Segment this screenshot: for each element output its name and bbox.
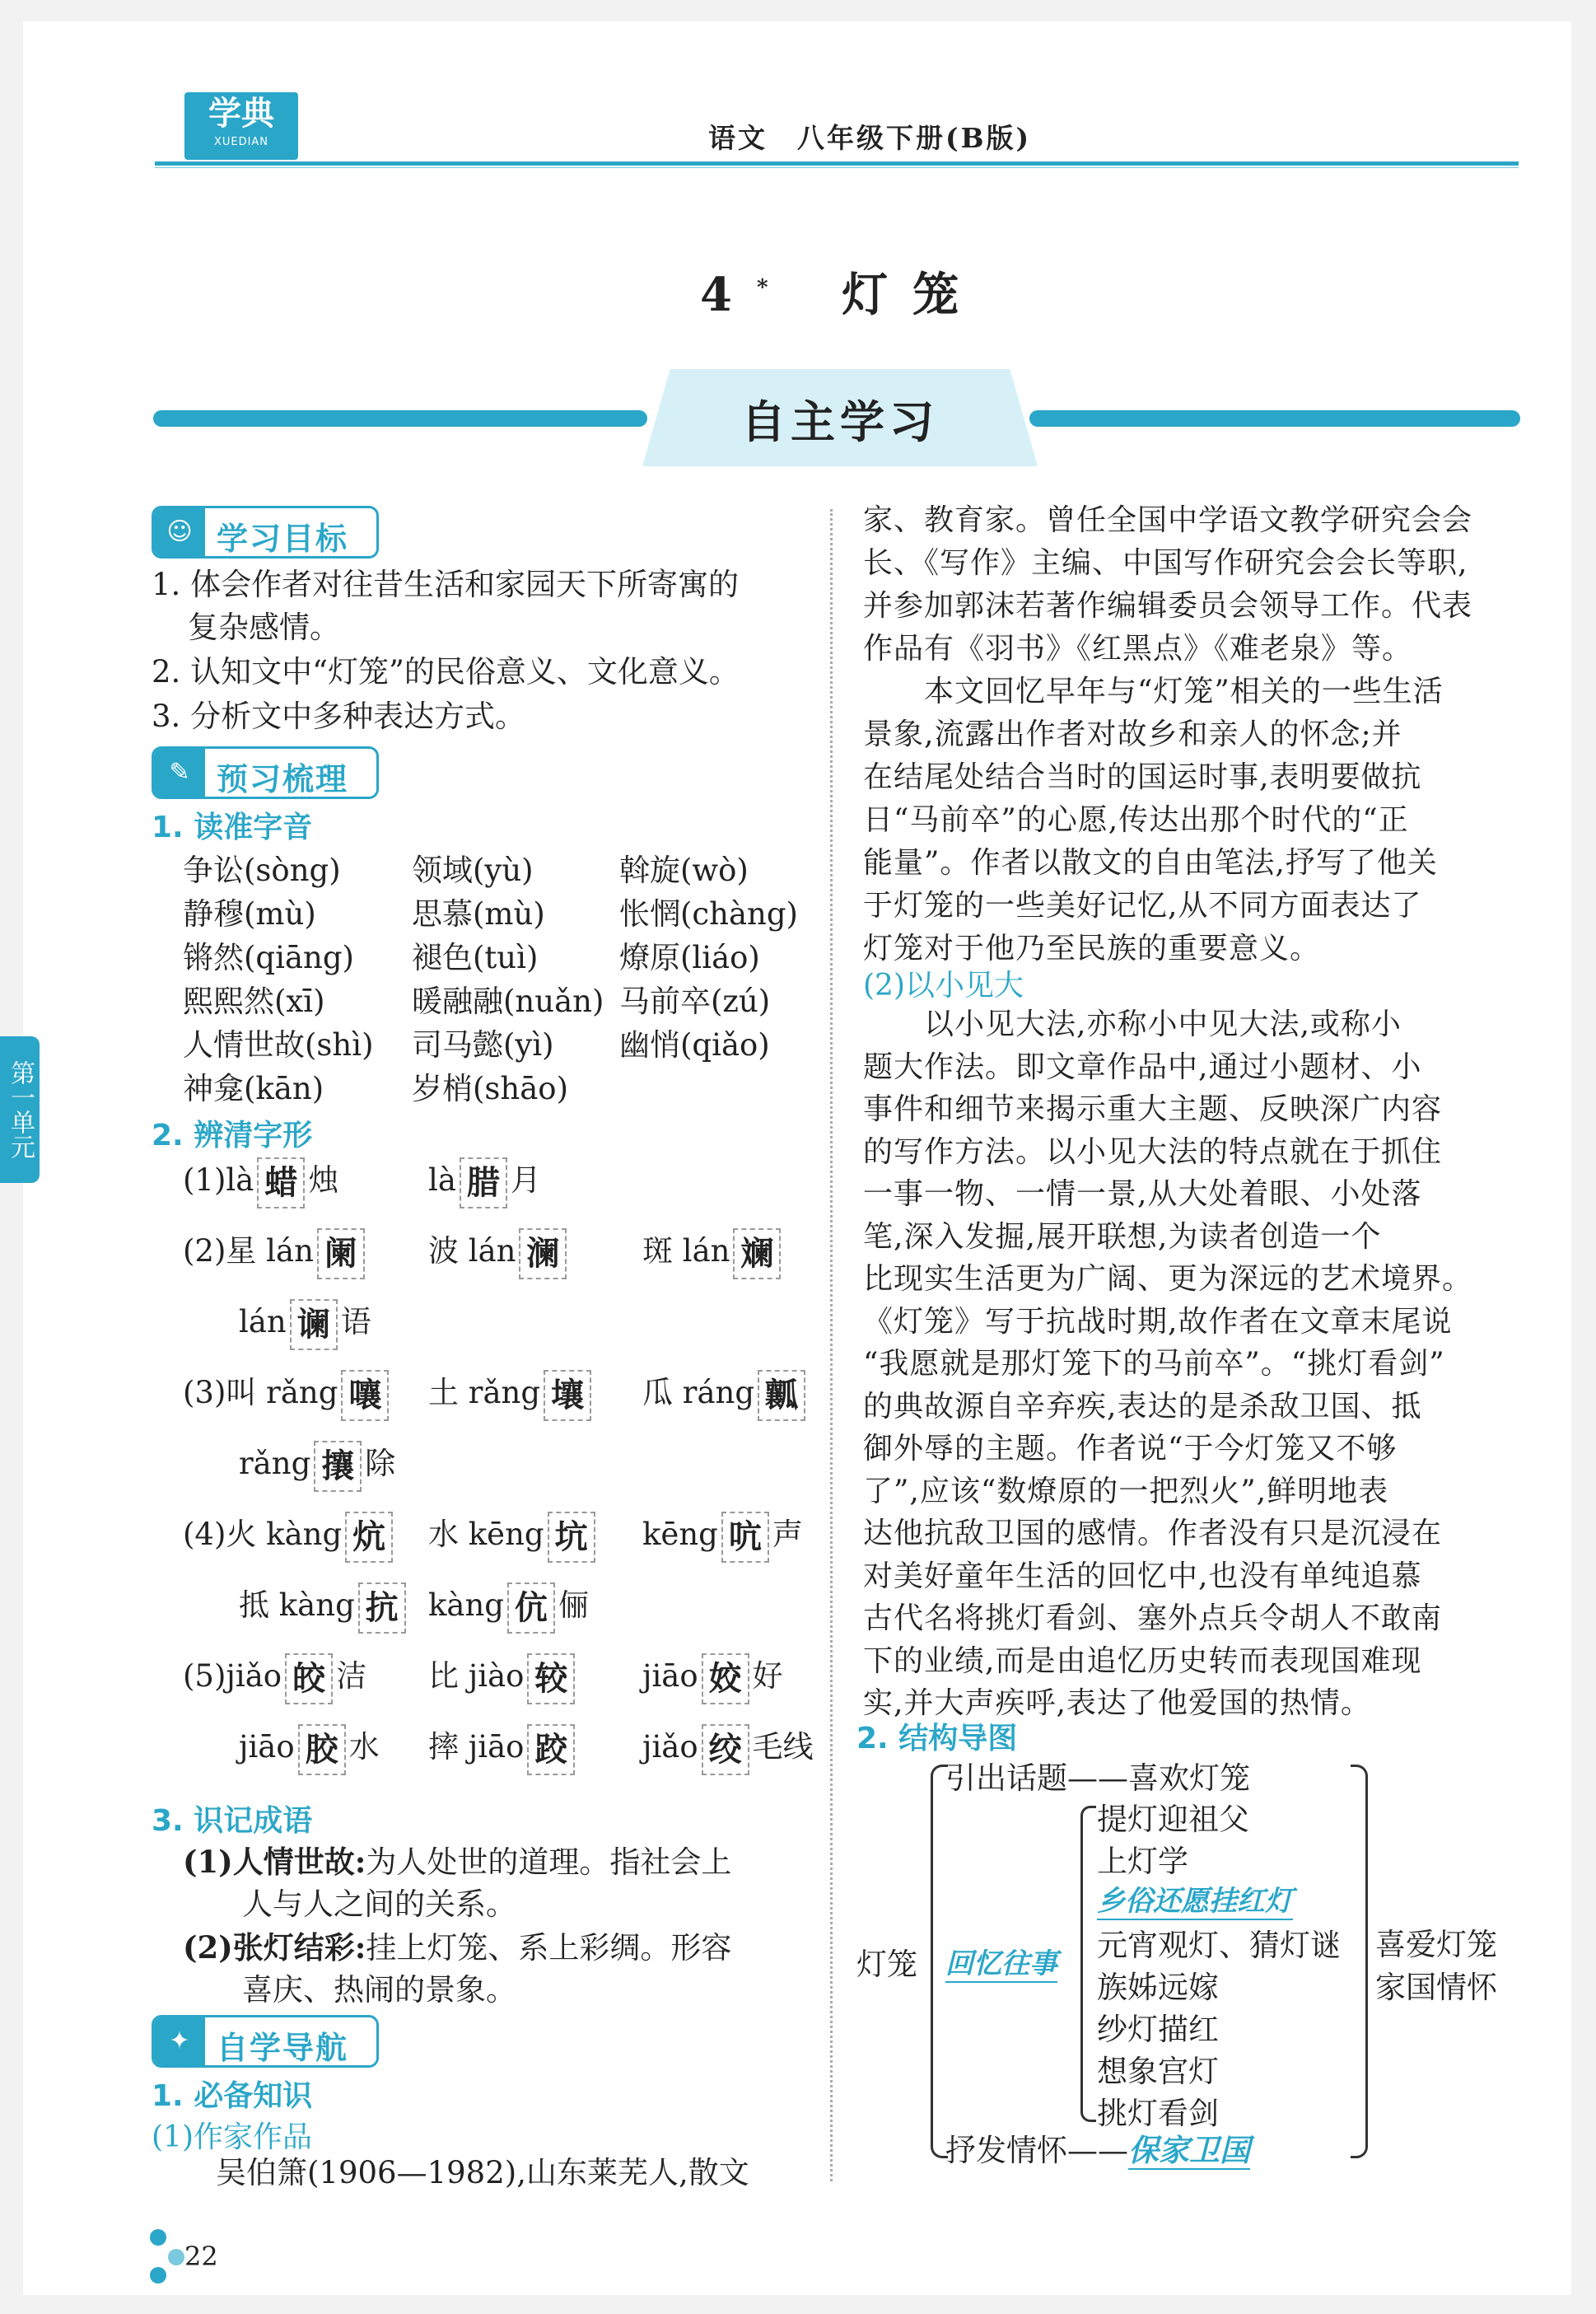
glyph-pinyin: 水 kēng — [428, 1517, 544, 1552]
glyph-box: 伉 — [507, 1582, 555, 1634]
idiom-heading: 3. 识记成语 — [152, 1804, 313, 1838]
paragraph-line: 的写作方法。以小见大法的特点就在于抓住 — [863, 1134, 1443, 1169]
glyph-suffix: 洁 — [336, 1658, 367, 1694]
lesson-title — [700, 259, 983, 325]
knowledge-heading: 1. 必备知识 — [152, 2079, 313, 2113]
glyph-box: 蜡 — [257, 1157, 305, 1208]
pinyin-item: 锵然(qiāng) — [183, 940, 354, 975]
structure-intro: 引出话题——喜欢灯笼 — [945, 1760, 1250, 1796]
header-rule-thin — [155, 167, 1519, 168]
glyph-box: 澜 — [519, 1228, 567, 1279]
glyph-item — [428, 1722, 578, 1775]
pencil-icon: ✎ — [154, 749, 205, 797]
idiom-2-def: 挂上灯笼、系上彩绸。形容 — [366, 1930, 732, 1966]
paragraph-line: 一事一物、一情一景,从大处着眼、小处落 — [863, 1177, 1422, 1211]
structure-item: 乡俗还愿挂红灯 — [1097, 1878, 1293, 1920]
structure-end-prefix: 抒发情怀—— — [945, 2133, 1128, 2168]
glyph-box: 嚷 — [341, 1370, 389, 1421]
glyph-item — [239, 1580, 409, 1634]
paragraph-line: 古代名将挑灯看剑、塞外点兵令胡人不敢南 — [863, 1601, 1443, 1635]
guide-tag-label: 自学导航 — [217, 2030, 349, 2066]
inner-brace — [1080, 1806, 1096, 2122]
structure-item: 想象宫灯 — [1097, 2054, 1219, 2089]
preview-tag — [152, 746, 379, 799]
person-icon: ☺ — [154, 508, 205, 556]
structure-item: 提灯迎祖父 — [1097, 1802, 1249, 1837]
glyph-item — [183, 1509, 396, 1563]
goal-2: 2. 认知文中“灯笼”的民俗意义、文化意义。 — [152, 654, 740, 690]
paragraph-line: 实,并大声疾呼,表达了他爱国的热情。 — [863, 1686, 1371, 1720]
pinyin-item: 神龛(kān) — [183, 1071, 324, 1106]
idiom-2 — [183, 1926, 731, 1970]
glyph-item — [642, 1509, 803, 1563]
goal-3: 3. 分析文中多种表达方式。 — [152, 699, 526, 734]
glyph-item — [642, 1651, 783, 1704]
paragraph-line: 能量”。作者以散文的自由笔法,抒写了他关 — [863, 846, 1438, 880]
paragraph-line: 比现实生活更为广阔、更为深远的艺术境界。 — [863, 1262, 1473, 1296]
paragraph-line: 在结尾处结合当时的国运时事,表明要做抗 — [863, 760, 1422, 794]
glyph-pinyin: (4)火 kàng — [183, 1517, 343, 1552]
banner-line-right — [1029, 410, 1520, 427]
pinyin-item: 熙熙然(xī) — [183, 984, 325, 1019]
unit-side-tab: 第一单元 — [0, 1036, 40, 1183]
idiom-2-def-cont: 喜庆、热闹的景象。 — [242, 1972, 516, 2008]
paragraph-line: 了”,应该“数燎原的一把烈火”,鲜明地表 — [863, 1474, 1389, 1508]
glyph-box: 谰 — [290, 1299, 338, 1350]
glyph-item — [183, 1367, 392, 1421]
pinyin-item: 马前卒(zú) — [619, 984, 771, 1019]
paragraph-line: 本文回忆早年与“灯笼”相关的一些生活 — [863, 675, 1444, 708]
structure-end — [945, 2125, 1250, 2170]
paragraph-line: “我愿就是那灯笼下的马前卒”。“挑灯看剑” — [863, 1347, 1445, 1381]
subsection-heading: (2)以小见大 — [863, 969, 1024, 1003]
idiom-1 — [183, 1840, 731, 1884]
right-brace — [1351, 1765, 1368, 2158]
idiom-1-def-cont: 人与人之间的关系。 — [242, 1886, 516, 1922]
glyph-box: 阑 — [317, 1228, 365, 1279]
glyph-item — [428, 1155, 541, 1208]
glyph-pinyin: (5)jiǎo — [183, 1658, 282, 1694]
paragraph-line: 对美好童年生活的回忆中,也没有单纯追慕 — [863, 1559, 1422, 1593]
lesson-number: 4 — [700, 268, 757, 322]
glyph-pinyin: jiāo — [239, 1729, 295, 1765]
goals-tag-label: 学习目标 — [217, 521, 349, 557]
logo-title: 学典 — [208, 94, 274, 133]
paragraph-line: 题大作法。即文章作品中,通过小题材、小 — [863, 1049, 1422, 1084]
goal-1: 1. 体会作者对往昔生活和家园天下所寄寓的 — [152, 567, 740, 602]
glyph-item — [642, 1367, 809, 1421]
glyph-suffix: 声 — [772, 1517, 803, 1552]
glyph-suffix: 水 — [348, 1729, 380, 1765]
pinyin-item: 岁梢(shāo) — [412, 1071, 569, 1106]
glyph-box: 瓤 — [758, 1370, 805, 1421]
glyph-box: 较 — [527, 1653, 575, 1704]
paragraph-line: 作品有《羽书》《红黑点》《难老泉》等。 — [863, 632, 1413, 666]
paragraph-line: 的典故源自辛弃疾,表达的是杀敌卫国、抵 — [863, 1389, 1422, 1423]
glyph-box: 斓 — [733, 1228, 781, 1279]
paragraph-line: 家、教育家。曾任全国中学语文教学研究会会 — [863, 503, 1473, 537]
author-works-heading: (1)作家作品 — [152, 2120, 312, 2154]
lesson-mark: * — [756, 275, 768, 301]
idiom-1-term: (1)人情世故: — [183, 1844, 366, 1880]
pinyin-item: 争讼(sòng) — [183, 853, 341, 888]
glyph-pinyin: lán — [239, 1304, 287, 1339]
publisher-logo — [184, 92, 298, 160]
goal-1-cont: 复杂感情。 — [188, 610, 340, 645]
glyph-item — [239, 1297, 371, 1350]
glyph-item — [183, 1226, 368, 1279]
idiom-2-term: (2)张灯结彩: — [183, 1929, 366, 1966]
glyph-item — [428, 1651, 578, 1704]
glyph-pinyin: 比 jiào — [428, 1658, 525, 1694]
structure-end-answer: 保家卫国 — [1128, 2132, 1250, 2168]
decor-dot — [150, 2229, 166, 2246]
paragraph-line: 于灯笼的一些美好记忆,从不同方面表达了 — [863, 889, 1422, 923]
decor-dot — [150, 2267, 166, 2284]
paragraph-line: 事件和细节来揭示重大主题、反映深广内容 — [863, 1092, 1443, 1126]
glyph-item — [428, 1226, 570, 1279]
column-divider — [830, 509, 833, 2181]
glyph-pinyin: rǎng — [239, 1446, 311, 1481]
pinyin-item: 司马懿(yì) — [412, 1027, 554, 1063]
glyph-suffix: 俪 — [558, 1587, 589, 1623]
glyph-pinyin: kàng — [428, 1587, 504, 1623]
structure-result-1: 喜爱灯笼 — [1375, 1927, 1497, 1962]
paragraph-line: 《灯笼》写于抗战时期,故作者在文章末尾说 — [863, 1304, 1453, 1339]
goals-tag — [152, 506, 379, 559]
glyph-item — [428, 1367, 595, 1421]
paragraph-line: 笔,深入发掘,展开联想,为读者创造一个 — [863, 1219, 1382, 1254]
glyph-item — [183, 1651, 366, 1704]
paragraph-line: 景象,流露出作者对故乡和亲人的怀念;并 — [863, 718, 1402, 751]
pinyin-item: 静穆(mù) — [183, 896, 316, 932]
glyph-box: 跤 — [527, 1724, 575, 1775]
pinyin-item: 人情世故(shì) — [183, 1027, 374, 1063]
structure-root: 灯笼 — [856, 1947, 917, 1982]
glyph-item — [239, 1722, 380, 1775]
glyph-item — [642, 1226, 784, 1279]
structure-heading: 2. 结构导图 — [856, 1722, 1018, 1755]
glyph-pinyin: (2)星 lán — [183, 1233, 314, 1269]
banner-line-left — [153, 410, 647, 427]
paragraph-line: 长、《写作》主编、中国写作研究会会长等职, — [863, 546, 1468, 580]
glyph-pinyin: 土 rǎng — [428, 1375, 541, 1410]
glyph-item — [428, 1580, 589, 1634]
glyph-box: 姣 — [702, 1653, 749, 1704]
idiom-1-def: 为人处世的道理。指社会上 — [366, 1844, 732, 1880]
structure-item: 纱灯描红 — [1097, 2012, 1219, 2047]
glyph-pinyin: jiāo — [642, 1658, 698, 1694]
glyph-box: 抗 — [358, 1582, 406, 1634]
structure-item: 上灯学 — [1097, 1844, 1188, 1879]
paragraph-line: 日“马前卒”的心愿,传达出那个时代的“正 — [863, 803, 1409, 837]
structure-result-2: 家国情怀 — [1375, 1970, 1497, 2005]
pinyin-heading: 1. 读准字音 — [152, 811, 313, 844]
pinyin-item: 斡旋(wò) — [619, 853, 749, 888]
glyph-pinyin: (3)叫 rǎng — [183, 1375, 338, 1410]
glyph-suffix: 除 — [365, 1446, 396, 1481]
glyph-box: 炕 — [345, 1512, 393, 1563]
page-number: 22 — [184, 2241, 218, 2272]
paragraph-line: 以小见大法,亦称小中见大法,或称小 — [863, 1007, 1402, 1041]
glyph-pinyin: là — [428, 1162, 456, 1198]
structure-item: 元宵观灯、猜灯谜 — [1097, 1928, 1341, 1963]
pinyin-item: 领域(yù) — [412, 853, 534, 888]
structure-item: 族姊远嫁 — [1097, 1970, 1219, 2005]
structure-middle-label: 回忆往事 — [945, 1941, 1057, 1983]
section-banner: 自主学习 — [741, 396, 939, 448]
glyph-box: 吭 — [721, 1512, 769, 1563]
pinyin-item: 怅惘(chàng) — [619, 896, 798, 932]
header-rule — [155, 161, 1519, 166]
telescope-icon: ✦ — [154, 2017, 205, 2065]
glyph-heading: 2. 辨清字形 — [152, 1119, 313, 1152]
glyph-item — [183, 1155, 338, 1208]
glyph-pinyin: 摔 jiāo — [428, 1729, 525, 1765]
glyph-box: 绞 — [702, 1724, 749, 1775]
glyph-item — [642, 1722, 814, 1775]
pinyin-item: 思慕(mù) — [412, 896, 545, 932]
guide-tag — [152, 2015, 379, 2068]
glyph-pinyin: 波 lán — [428, 1233, 516, 1269]
glyph-box: 皎 — [285, 1653, 333, 1704]
paragraph-line: 灯笼对于他乃至民族的重要意义。 — [863, 932, 1321, 965]
glyph-box: 胶 — [298, 1724, 346, 1775]
structure-item: 挑灯看剑 — [1097, 2096, 1219, 2131]
glyph-suffix: 好 — [752, 1658, 783, 1694]
glyph-pinyin: kēng — [642, 1517, 718, 1552]
preview-tag-label: 预习梳理 — [217, 761, 349, 797]
glyph-item — [239, 1438, 395, 1492]
glyph-box: 攘 — [314, 1441, 362, 1492]
glyph-box: 壤 — [544, 1370, 591, 1421]
glyph-pinyin: 抵 kàng — [239, 1587, 355, 1623]
glyph-item — [428, 1509, 599, 1563]
glyph-box: 腊 — [460, 1157, 507, 1208]
lesson-name: 灯笼 — [842, 268, 984, 322]
glyph-suffix: 语 — [340, 1304, 371, 1339]
book-title: 语文 八年级下册(B版) — [708, 122, 1032, 154]
decor-dot — [168, 2249, 184, 2265]
paragraph-line: 并参加郭沫若著作编辑委员会领导工作。代表 — [863, 589, 1473, 623]
pinyin-item: 燎原(liáo) — [619, 940, 760, 975]
glyph-suffix: 烛 — [308, 1162, 339, 1198]
pinyin-item: 褪色(tuì) — [412, 940, 539, 975]
paragraph-line: 下的业绩,而是由追忆历史转而表现国难现 — [863, 1643, 1422, 1678]
paragraph-line: 御外辱的主题。作者说“于今灯笼又不够 — [863, 1432, 1398, 1466]
paragraph-line: 达他抗敌卫国的感情。作者没有只是沉浸在 — [863, 1517, 1443, 1550]
author-line: 吴伯箫(1906—1982),山东莱芜人,散文 — [216, 2155, 749, 2190]
logo-subtitle: XUEDIAN — [213, 136, 269, 148]
glyph-suffix: 毛线 — [752, 1729, 814, 1765]
glyph-suffix: 月 — [510, 1162, 541, 1198]
glyph-pinyin: (1)là — [183, 1162, 254, 1198]
glyph-pinyin: 瓜 ráng — [642, 1375, 755, 1410]
glyph-pinyin: jiǎo — [642, 1729, 698, 1765]
pinyin-item: 暖融融(nuǎn) — [412, 984, 604, 1019]
glyph-pinyin: 斑 lán — [642, 1233, 730, 1269]
pinyin-item: 幽悄(qiǎo) — [619, 1027, 770, 1063]
glyph-box: 坑 — [548, 1512, 595, 1563]
